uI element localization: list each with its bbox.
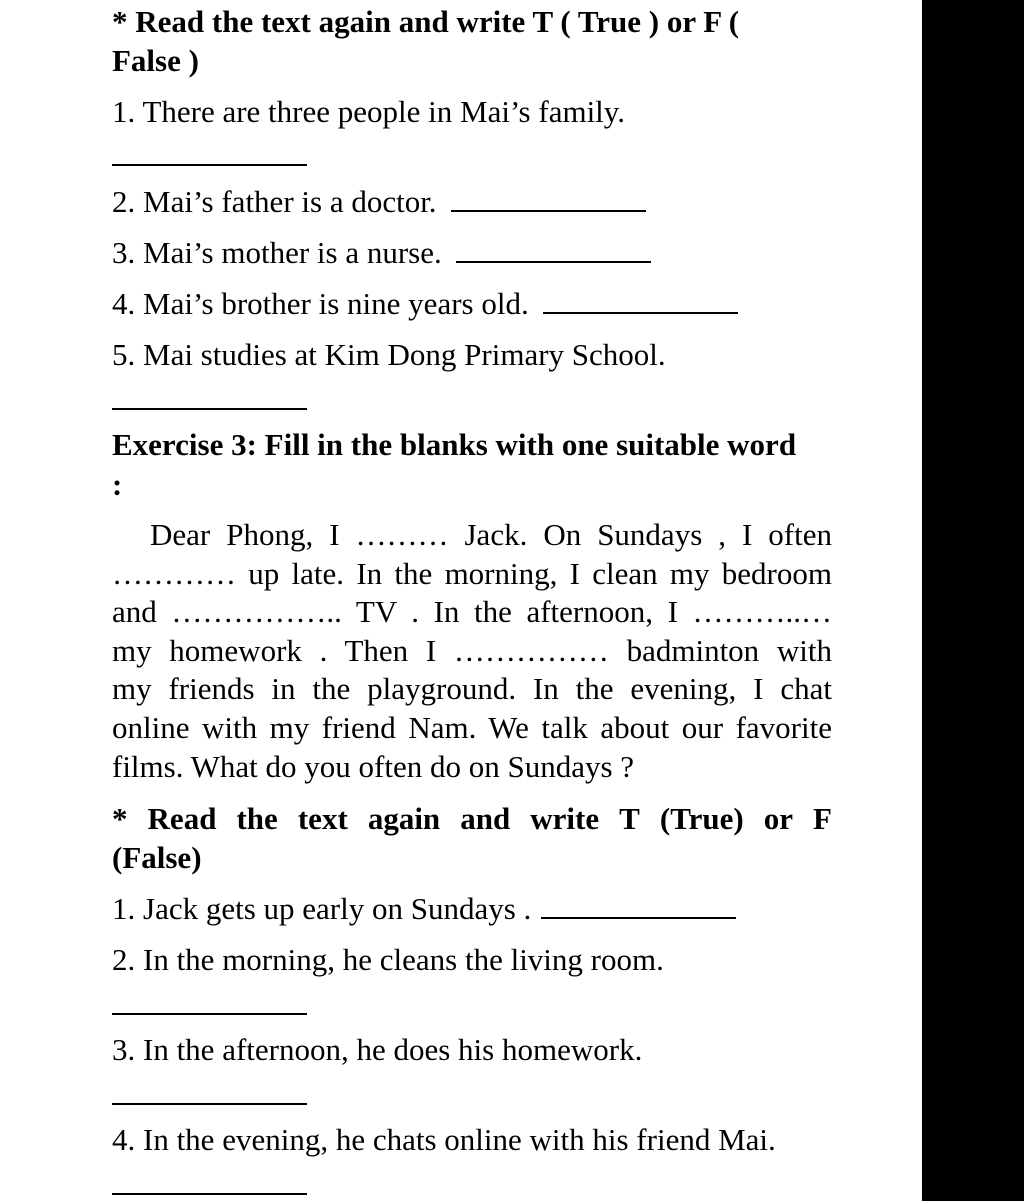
heading-word: and [460, 801, 511, 836]
answer-blank[interactable] [543, 312, 738, 314]
section2-item-1 [112, 891, 736, 927]
item-text: 1. Jack gets up early on Sundays . [112, 891, 532, 926]
heading-word: again [367, 801, 441, 836]
passage-line: films. What do you often do on Sundays ? [112, 748, 635, 784]
heading-word: or [763, 801, 793, 836]
answer-blank[interactable] [451, 210, 646, 212]
section2-heading-line1 [112, 801, 832, 837]
heading-word: write [530, 801, 600, 836]
answer-blank[interactable] [112, 1103, 307, 1105]
item-text: 2. Mai’s father is a doctor. [112, 184, 437, 219]
answer-blank[interactable] [541, 917, 736, 919]
item-text: 4. Mai’s brother is nine years old. [112, 286, 529, 321]
section1-item-3 [112, 235, 651, 271]
passage-line: Dear Phong, I ……… Jack. On Sundays , I often [150, 517, 832, 552]
passage-line: ………… up late. In the morning, I clean my bedroom [112, 555, 832, 591]
section1-heading-line1: * Read the text again and write T ( True ) or F ( [112, 4, 740, 39]
heading-word: text [297, 801, 348, 836]
item-text: 3. Mai’s mother is a nurse. [112, 235, 442, 270]
exercise3-passage [112, 516, 832, 786]
section1-item-4 [112, 286, 738, 322]
answer-blank[interactable] [112, 1013, 307, 1015]
heading-word: the [236, 801, 278, 836]
heading-word: F [813, 801, 832, 836]
passage-line: my friends in the playground. In the evening, I chat [112, 671, 832, 707]
exercise3-heading-line2: : [112, 467, 123, 502]
section1-item-5: 5. Mai studies at Kim Dong Primary School. [112, 337, 666, 372]
answer-blank[interactable] [112, 164, 307, 166]
right-black-margin [922, 0, 1024, 1201]
heading-word: T [619, 801, 640, 836]
section2-item-4: 4. In the evening, he chats online with his friend Mai. [112, 1122, 776, 1157]
exercise3-heading-line1: Exercise 3: Fill in the blanks with one suitable word [112, 427, 797, 462]
passage-line: and …………….. TV . In the afternoon, I ………..… [112, 594, 832, 630]
section2-item-2: 2. In the morning, he cleans the living room. [112, 942, 664, 977]
section1-heading-line2: False ) [112, 43, 199, 78]
answer-blank[interactable] [456, 261, 651, 263]
section1-item-2 [112, 184, 646, 220]
section2-item-3: 3. In the afternoon, he does his homework. [112, 1032, 643, 1067]
passage-line: online with my friend Nam. We talk about our favorite [112, 709, 832, 745]
heading-word: * [112, 801, 128, 836]
heading-word: Read [147, 801, 217, 836]
section1-item-1: 1. There are three people in Mai’s family. [112, 94, 626, 129]
answer-blank[interactable] [112, 408, 307, 410]
section2-heading-line2: (False) [112, 840, 202, 875]
passage-line: my homework . Then I …………… badminton with [112, 632, 832, 668]
answer-blank[interactable] [112, 1193, 307, 1195]
heading-word: (True) [659, 801, 744, 836]
